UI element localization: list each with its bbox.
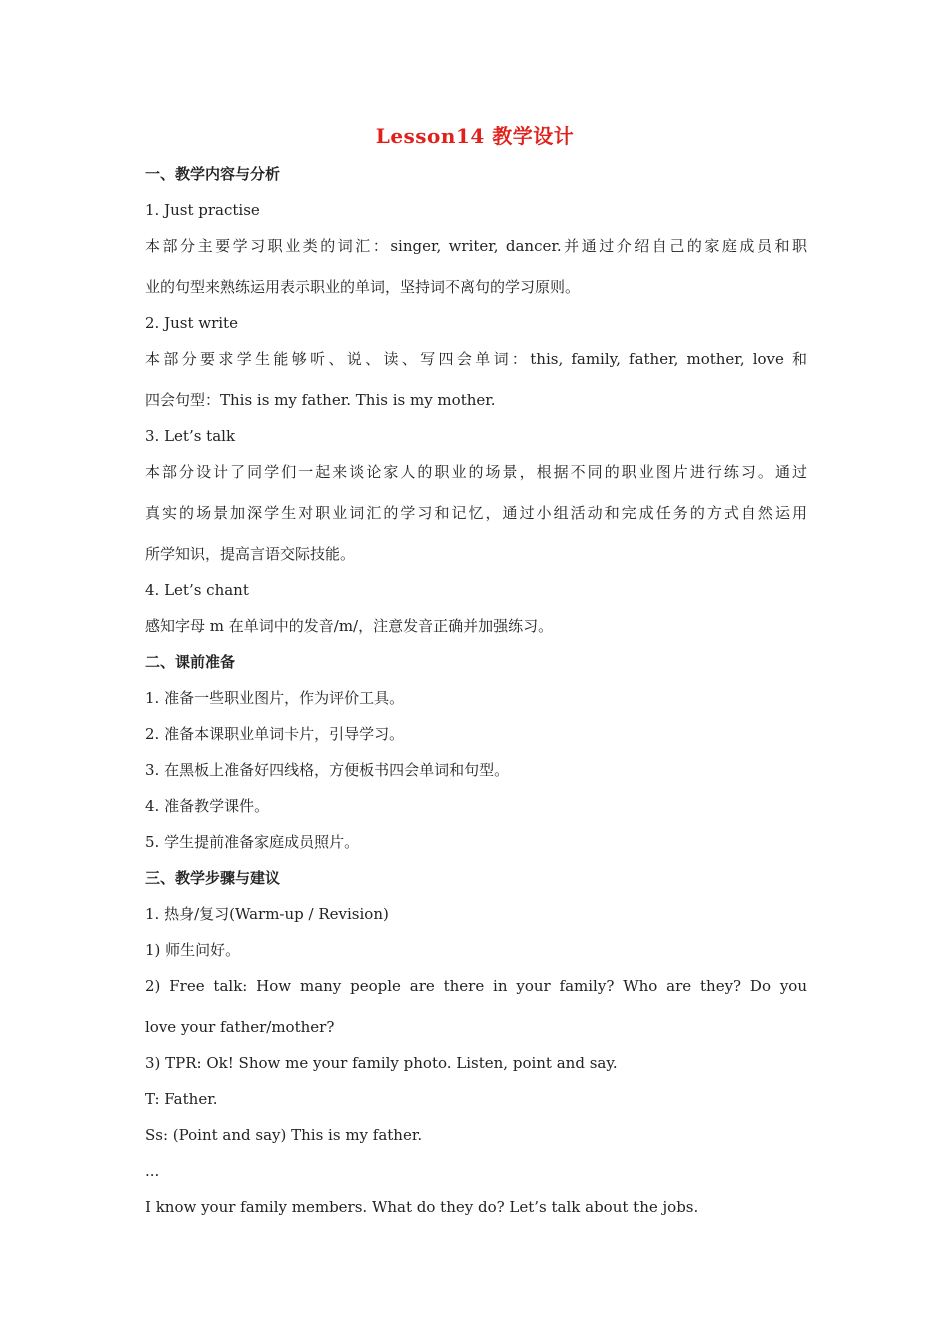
list-item: 4. 准备教学课件。 <box>145 797 270 815</box>
ellipsis-line: ... <box>145 1162 160 1180</box>
list-item: 5. 学生提前准备家庭成员照片。 <box>145 833 360 851</box>
page-title: Lesson14 教学设计 <box>375 124 575 148</box>
paragraph-line: 本部分要求学生能够听、说、读、写四会单词：this, family, father, mother, love 和 <box>145 350 807 368</box>
step-line: 3) TPR: Ok! Show me your family photo. Listen, point and say. <box>145 1054 618 1072</box>
section-heading-preparation: 二、课前准备 <box>145 653 236 671</box>
paragraph-line: 感知字母 m 在单词中的发音/m/，注意发音正确并加强练习。 <box>145 617 554 635</box>
paragraph-line: 本部分设计了同学们一起来谈论家人的职业的场景，根据不同的职业图片进行练习。通过 <box>145 463 807 481</box>
item-title-lets-talk: 3. Let’s talk <box>145 427 236 445</box>
list-item: 3. 在黑板上准备好四线格，方便板书四会单词和句型。 <box>145 761 510 779</box>
item-title-just-practise: 1. Just practise <box>145 201 260 219</box>
step-line: love your father/mother? <box>145 1018 335 1036</box>
list-item: 2. 准备本课职业单词卡片，引导学习。 <box>145 725 405 743</box>
dialogue-line: T: Father. <box>145 1090 218 1108</box>
paragraph-line: 本部分主要学习职业类的词汇：singer, writer, dancer.并通过介绍自己的家庭成员和职 <box>145 237 807 255</box>
paragraph-line: 业的句型来熟练运用表示职业的单词，坚持词不离句的学习原则。 <box>145 278 581 296</box>
item-title-just-write: 2. Just write <box>145 314 238 332</box>
list-item: 1. 准备一些职业图片，作为评价工具。 <box>145 689 405 707</box>
dialogue-line: Ss: (Point and say) This is my father. <box>145 1126 423 1144</box>
dialogue-line: I know your family members. What do they do? Let’s talk about the jobs. <box>145 1198 699 1216</box>
paragraph-line: 所学知识，提高言语交际技能。 <box>145 545 356 563</box>
paragraph-line: 真实的场景加深学生对职业词汇的学习和记忆，通过小组活动和完成任务的方式自然运用 <box>145 504 807 522</box>
step-title-warm-up: 1. 热身/复习(Warm-up / Revision) <box>145 905 389 923</box>
step-line: 1) 师生问好。 <box>145 941 241 959</box>
paragraph-line: 四会句型：This is my father. This is my mother. <box>145 391 496 409</box>
section-heading-content-analysis: 一、教学内容与分析 <box>145 165 281 183</box>
step-line: 2) Free talk: How many people are there in your family? Who are they? Do you <box>145 977 807 995</box>
item-title-lets-chant: 4. Let’s chant <box>145 581 249 599</box>
section-heading-teaching-steps: 三、教学步骤与建议 <box>145 869 281 887</box>
